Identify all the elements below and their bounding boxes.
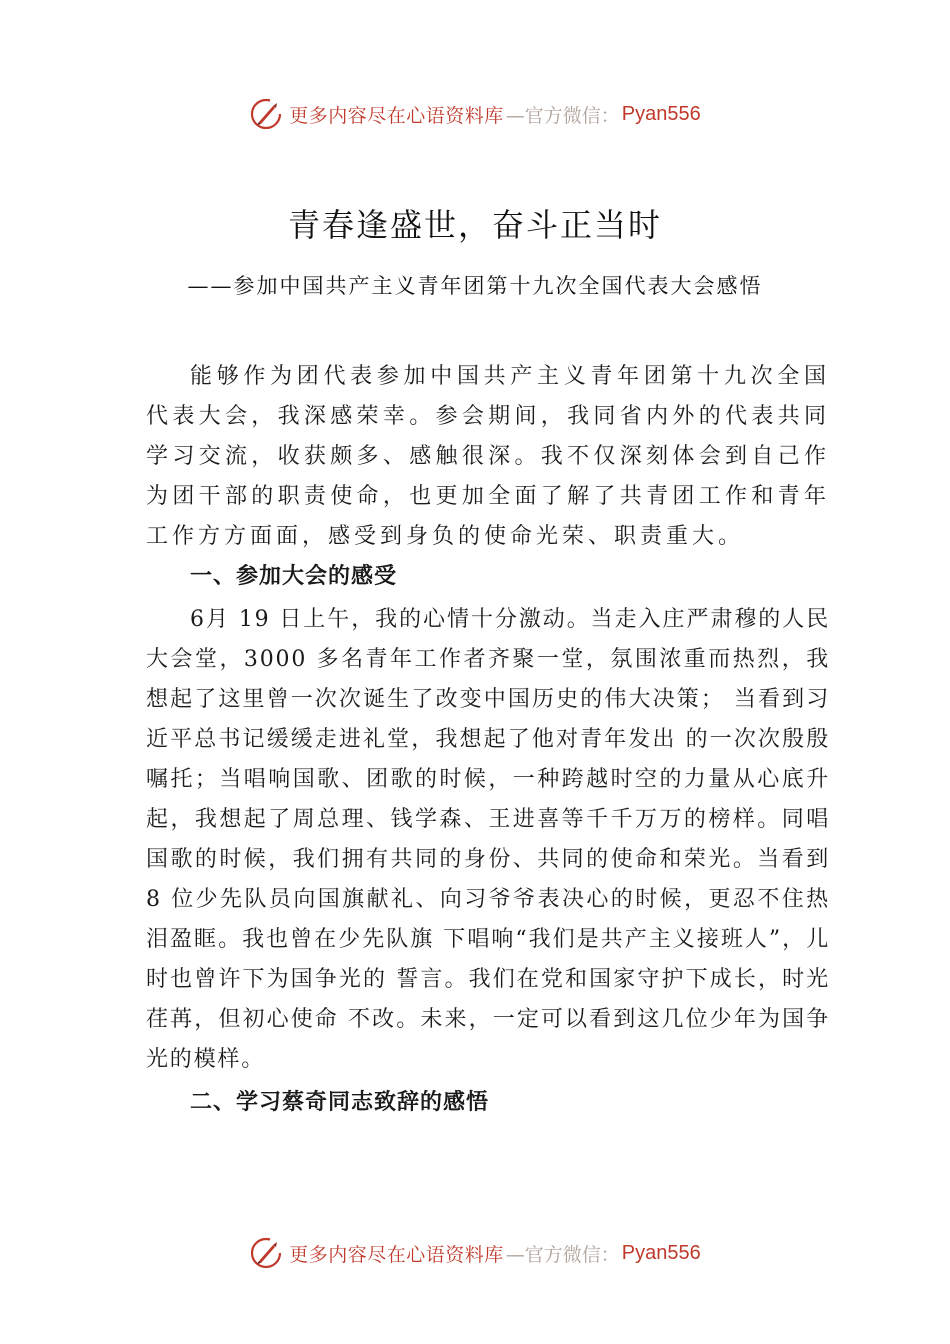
- watermark-brand-text: 更多内容尽在心语资料库: [289, 1243, 504, 1266]
- header-watermark: [0, 94, 950, 134]
- watermark-account: Pyan556: [621, 102, 701, 125]
- footer-watermark: [0, 1233, 950, 1273]
- document-title: 青春逢盛世，奋斗正当时: [287, 206, 662, 244]
- document-body: [146, 357, 830, 1123]
- quill-pen-circle-icon: [249, 1236, 283, 1270]
- paragraph-conference-feelings: 6月 19 日上午，我的心情十分激动。当走入庄严肃穆的人民大会堂，3000 多名青年工作者齐聚一堂，氛围浓重而热烈，我想起了这里曾一次次诞生了改变中国历史的伟大决策； 当看到习近平总书记缓缓走进礼堂，我想起了他对青年发出 的一次次殷殷嘱托；当唱响国歌、团歌的时候，一种跨越时空的力量从心底升起，我想起了周总理、钱学森、王进喜等千千万万的榜样。同唱国歌的时候，我们拥有共同的身份、共同的使命和荣光。当看到 8 位少先队员向国旗献礼、向习爷爷表决心的时候，更忍不住热泪盈眶。我也曾在少先队旗 下唱响“我们是共产主义接班人”，儿时也曾许下为国争光的 誓言。我们在党和国家守护下成长，时光荏苒，但初心使命 不改。未来，一定可以看到这几位少年为国争光的模样。: [146, 607, 830, 1072]
- watermark-brand-text: 更多内容尽在心语资料库: [289, 104, 504, 127]
- section-heading-2: 二、学习蔡奇同志致辞的感悟: [190, 1090, 490, 1115]
- watermark-separator: —官方微信：: [505, 1243, 620, 1266]
- watermark-account: Pyan556: [621, 1241, 701, 1264]
- watermark-separator: —官方微信：: [505, 104, 620, 127]
- section-heading-1: 一、参加大会的感受: [190, 564, 398, 589]
- document-subtitle: ——参加中国共产主义青年团第十九次全国代表大会感悟: [187, 274, 763, 298]
- paragraph-intro: 能够作为团代表参加中国共产主义青年团第十九次全国代表大会，我深感荣幸。参会期间，我同省内外的代表共同学习交流，收获颇多、感触很深。我不仅深刻体会到自己作为团干部的职责使命，也更加全面了解了共青团工作和青年工作方方面面，感受到身负的使命光荣、职责重大。: [146, 364, 830, 549]
- quill-pen-circle-icon: [249, 97, 283, 131]
